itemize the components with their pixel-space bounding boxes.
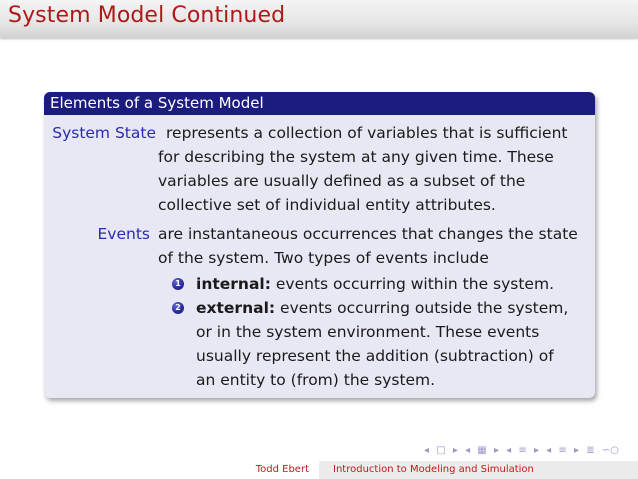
- term-events: Events: [97, 225, 150, 243]
- enum-item-2-text-1: events occurring outside the system,: [280, 299, 569, 317]
- navigation-bar: [424, 444, 623, 458]
- nav-subsection-prev-icon[interactable]: ◂: [506, 445, 512, 456]
- enum-ball-2-icon: 2: [172, 302, 184, 314]
- nav-search-icon[interactable]: ∽○: [601, 445, 619, 456]
- definition-block: [44, 92, 595, 398]
- enum-item-1-text: events occurring within the system.: [275, 275, 554, 293]
- nav-section-next-icon[interactable]: ▸: [493, 445, 499, 456]
- nav-first-icon[interactable]: ◂: [424, 445, 430, 456]
- block-body: [44, 115, 595, 398]
- title-bar: [0, 0, 638, 38]
- nav-slide-next-icon[interactable]: ▸: [573, 445, 579, 456]
- nav-frame-icon[interactable]: ▦: [477, 445, 487, 456]
- nav-slide-icon[interactable]: ≡: [558, 445, 567, 456]
- system-state-line-3: variables are usually defined as a subset of the: [158, 172, 526, 190]
- slide-title: System Model Continued: [8, 3, 286, 28]
- system-state-line-1: represents a collection of variables that is sufficient: [166, 124, 568, 142]
- enum-item-2-label: external:: [196, 299, 276, 317]
- nav-prev-icon[interactable]: ▸: [452, 445, 458, 456]
- enum-item-2-text-2: or in the system environment. These events: [196, 323, 540, 341]
- enum-item-2-text-3: usually represent the addition (subtraction) of: [196, 347, 554, 365]
- term-system-state: System State: [52, 124, 156, 142]
- nav-section-prev-icon[interactable]: ◂: [465, 445, 471, 456]
- events-line-2: of the system. Two types of events include: [158, 249, 489, 267]
- footer-author: Todd Ebert: [0, 461, 319, 479]
- enum-item-1-label: internal:: [196, 275, 271, 293]
- enum-ball-1-icon: 1: [172, 278, 184, 290]
- system-state-line-2: for describing the system at any given time. These: [158, 148, 554, 166]
- system-state-line-4: collective set of individual entity attributes.: [158, 196, 496, 214]
- nav-subsection-next-icon[interactable]: ▸: [533, 445, 539, 456]
- nav-frame-box-icon[interactable]: □: [436, 445, 446, 456]
- nav-align-icon[interactable]: ≣: [586, 445, 595, 456]
- enum-item-2-text-4: an entity to (from) the system.: [196, 371, 436, 389]
- nav-subsection-icon[interactable]: ≡: [518, 445, 527, 456]
- enum-item-1: [196, 272, 554, 296]
- enum-item-2: [196, 296, 568, 320]
- footer: [0, 461, 638, 479]
- footer-short-title: Introduction to Modeling and Simulation: [319, 461, 638, 479]
- nav-slide-prev-icon[interactable]: ◂: [546, 445, 552, 456]
- block-header: Elements of a System Model: [44, 92, 595, 115]
- events-line-1: are instantaneous occurrences that changes the state: [158, 225, 578, 243]
